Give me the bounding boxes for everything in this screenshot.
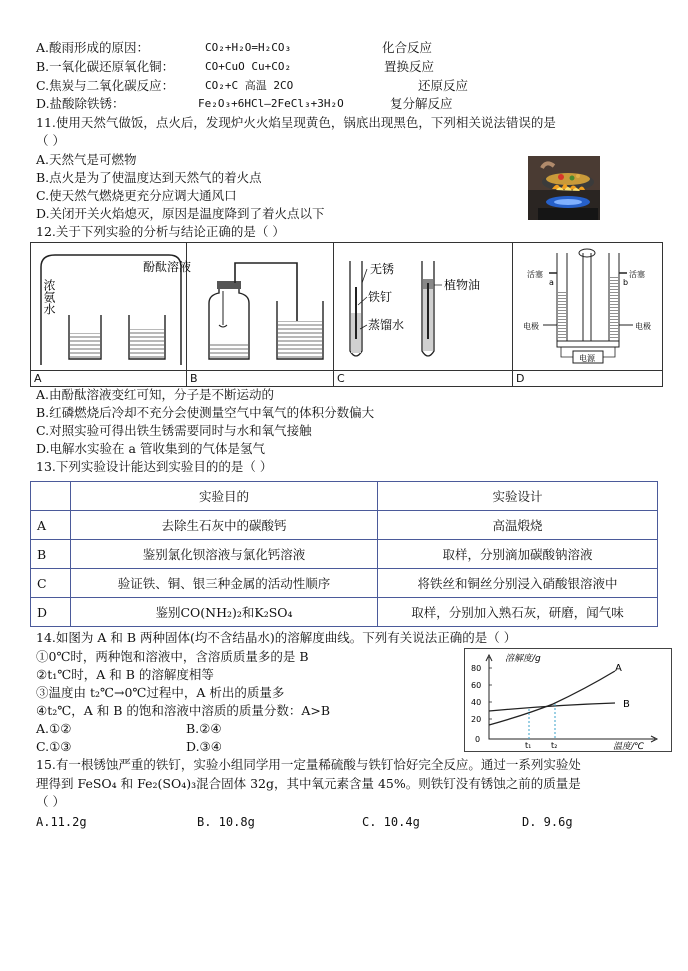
q15-option-b: B. 10.8g [197,815,255,829]
q10-option-b: B.一氧化碳还原氧化铜： [36,59,175,74]
label-conc-ammonia: 浓氨水 [42,279,56,315]
q10-option-a-reaction: 化合反应 [382,40,433,55]
q13-header-blank [31,482,71,511]
q12-stem: 12.关于下列实验的分析与结论正确的是（ ） [36,224,285,239]
q13-row-design: 高温煅烧 [378,511,658,540]
q12-option-c: C.对照实验可得出铁生锈需要同时与水和氧气接触 [36,423,312,438]
q14-statement-3: ③温度由 t₂℃→0℃过程中，A 析出的质量多 [36,685,285,700]
q12-figure-table [30,242,663,387]
label-stopcock-left: 活塞 [527,270,543,279]
label-tube-b: b [623,278,629,287]
q12-option-d: D.电解水实验在 a 管收集到的气体是氢气 [36,441,265,456]
y-tick-20: 20 [471,715,482,724]
q10-option-c-reaction: 还原反应 [418,78,469,93]
label-power-supply: 电源 [579,354,595,363]
q13-row-design: 取样，分别滴加碳酸钠溶液 [378,540,658,569]
q14-stem: 14.如图为 A 和 B 两种固体(均不含结晶水)的溶解度曲线。下列有关说法正确的是（ ） [36,630,517,645]
q13-header-purpose: 实验目的 [71,482,378,511]
q11-blank: （ ） [36,133,65,148]
label-iron-nail: 铁钉 [368,290,393,304]
q12-figure-a [31,243,192,371]
label-stopcock-right: 活塞 [629,270,645,279]
q15-option-a: A.11.2g [36,815,87,829]
q15-blank: （ ） [36,794,65,809]
q14-statement-4: ④t₂℃，A 和 B 的饱和溶液中溶质的质量分数：A>B [36,703,331,718]
q12-figure-d [513,243,663,371]
q11-option-b: B.点火是为了使温度达到天然气的着火点 [36,170,262,185]
x-tick-t1: t₁ [525,741,532,750]
q13-row-label: B [31,540,71,569]
q14-option-d: D.③④ [186,739,222,754]
q13-row-purpose: 鉴别氯化钡溶液与氯化钙溶液 [71,540,378,569]
label-electrode-left: 电极 [523,322,539,331]
q13-row-purpose: 鉴别CO(NH₂)₂和K₂SO₄ [71,598,378,627]
label-electrode-right: 电极 [635,322,651,331]
q10-option-d: D.盐酸除铁锈： [36,96,125,111]
table-row [31,598,658,627]
q13-header-design: 实验设计 [378,482,658,511]
q10-option-b-reaction: 置换反应 [384,59,435,74]
label-phenolphthalein-1: 酚酞溶液 [143,260,192,274]
q10-option-b-equation: CO+CuO Cu+CO₂ [205,60,292,73]
q14-statement-2: ②t₁℃时，A 和 B 的溶解度相等 [36,667,214,682]
curve-a [489,671,615,725]
q12-caption-d: D [513,371,663,387]
q14-option-b: B.②④ [186,721,222,736]
q10-option-a: A.酸雨形成的原因： [36,40,150,55]
q13-row-design: 取样，分别加入熟石灰，研磨，闻气味 [378,598,658,627]
solubility-chart [464,648,672,752]
q14-statement-1: ①0℃时，两种饱和溶液中，含溶质质量多的是 B [36,649,309,664]
q13-row-design: 将铁丝和铜丝分别浸入硝酸银溶液中 [378,569,658,598]
label-rust-free: 无锈 [370,262,395,276]
q13-row-purpose: 验证铁、铜、银三种金属的活动性顺序 [71,569,378,598]
q15-stem-line-2: 理得到 FeSO₄ 和 Fe₂(SO₄)₃混合固体 32g，其中氧元素含量 45%。则铁钉没有锈蚀之前的质量是 [36,776,581,791]
table-row [31,511,658,540]
curve-a-label: A [615,663,622,674]
q11-option-d: D.关闭开关火焰熄灭，原因是温度降到了着火点以下 [36,206,325,221]
q15-option-c: C. 10.4g [362,815,420,829]
label-distilled-water: 蒸馏水 [368,318,405,332]
label-vegetable-oil: 植物油 [444,278,481,292]
y-tick-80: 80 [471,664,482,673]
q15-stem-line-1: 15.有一根锈蚀严重的铁钉，实验小组同学用一定量稀硫酸与铁钉恰好完全反应。通过一系列实验处 [36,757,581,772]
q10-option-c-equation: CO₂+C 高温 2CO [205,79,294,92]
q12-option-a: A.由酚酞溶液变红可知，分子是不断运动的 [36,387,275,402]
curve-b-label: B [623,699,630,710]
q10-option-d-reaction: 复分解反应 [390,96,453,111]
y-tick-60: 60 [471,681,482,690]
q13-row-label: C [31,569,71,598]
q15-option-d: D. 9.6g [522,815,573,829]
q13-row-label: D [31,598,71,627]
y-tick-0: 0 [475,735,481,744]
q13-stem: 13.下列实验设计能达到实验目的的是（ ） [36,459,273,474]
q13-row-purpose: 去除生石灰中的碳酸钙 [71,511,378,540]
q12-option-b: B.红磷燃烧后冷却不充分会使测量空气中氧气的体积分数偏大 [36,405,375,420]
q13-table [30,481,658,627]
q12-caption-b: B [187,371,334,387]
q13-table-header [31,482,658,511]
label-tube-a: a [549,278,554,287]
q11-stem: 11.使用天然气做饭，点火后，发现炉火火焰呈现黄色，锅底出现黑色，下列相关说法错误的是 [36,115,556,130]
x-axis-label: 温度/℃ [613,742,645,752]
q11-option-a: A.天然气是可燃物 [36,152,137,167]
q10-option-d-equation: Fe₂O₃+6HCl—2FeCl₃+3H₂O [198,97,344,110]
q12-figure-b [187,243,334,371]
q14-option-a: A.①② [36,721,72,736]
q14-option-c: C.①③ [36,739,72,754]
q11-option-c: C.使天然气燃烧更充分应调大通风口 [36,188,237,203]
y-axis-label: 溶解度/g [505,654,541,664]
y-tick-40: 40 [471,698,482,707]
q12-caption-a: A [31,371,187,387]
table-row [31,569,658,598]
table-row [31,540,658,569]
q10-option-c: C.焦炭与二氧化碳反应： [36,78,175,93]
q13-row-label: A [31,511,71,540]
q10-option-a-equation: CO₂+H₂O=H₂CO₃ [205,41,292,54]
q12-figure-c [334,243,513,371]
cooking-fire-photo [528,156,600,220]
x-tick-t2: t₂ [551,741,558,750]
q12-caption-c: C [334,371,513,387]
